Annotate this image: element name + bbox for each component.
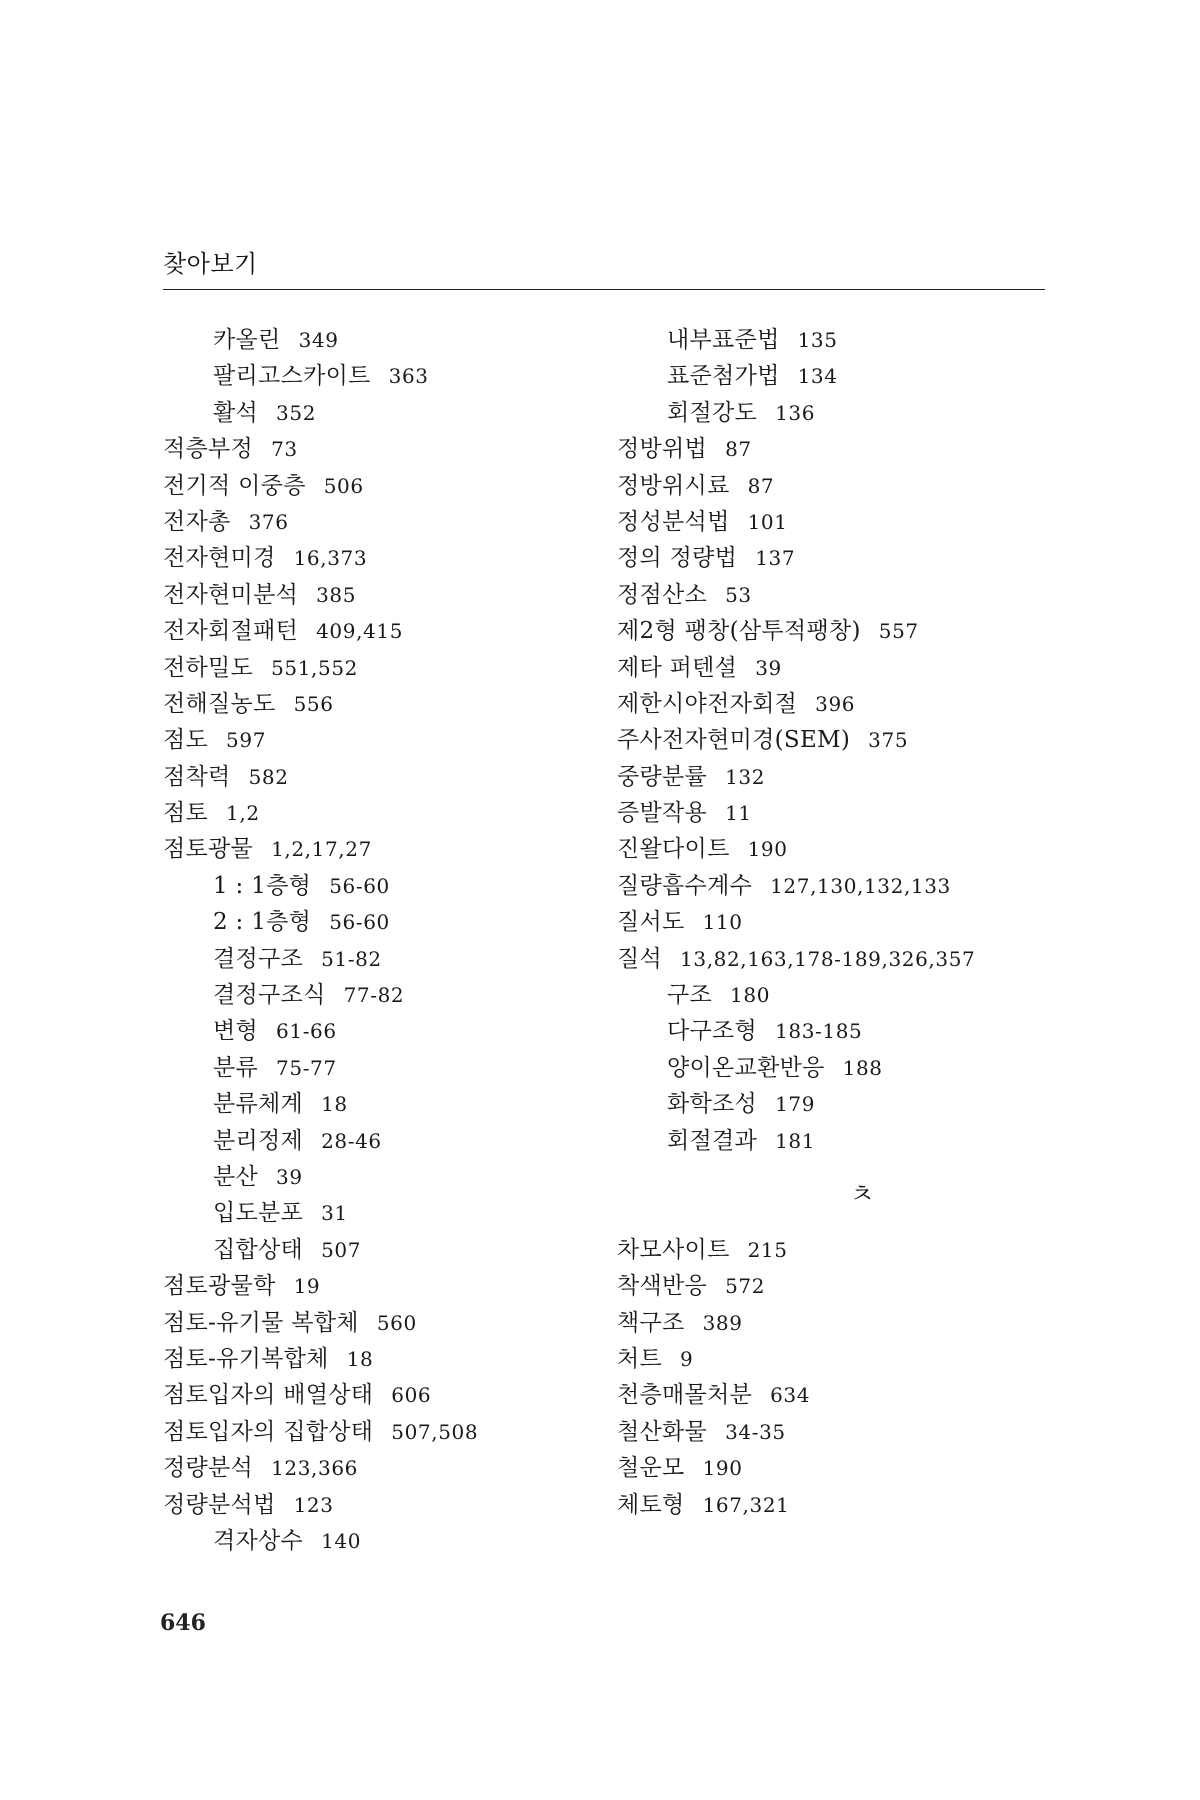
index-entry: [163, 1341, 593, 1377]
index-term: 카올린: [213, 327, 281, 353]
index-pages: 551,552: [271, 655, 358, 680]
index-term: 활석: [213, 399, 259, 426]
index-entry: [617, 1305, 1067, 1341]
index-term: 회절결과: [667, 1127, 758, 1154]
index-subentry: [163, 977, 593, 1013]
index-term: 구조: [667, 982, 713, 1009]
index-term: 점토-유기물 복합체: [163, 1309, 359, 1336]
index-term: 팔리고스카이트: [213, 363, 371, 390]
index-term: 점도: [163, 727, 209, 754]
index-pages: 506: [323, 473, 364, 498]
index-pages: 215: [747, 1237, 788, 1262]
index-term: 결정구조식: [213, 982, 326, 1009]
index-pages: 75-77: [276, 1055, 337, 1080]
index-subentry: [163, 322, 593, 358]
index-entry: [617, 1487, 1067, 1523]
index-pages: 190: [747, 837, 788, 862]
index-pages: 137: [755, 546, 796, 571]
index-subentry: [617, 1086, 1067, 1122]
index-pages: 110: [702, 910, 743, 935]
index-term: 전자현미분석: [163, 581, 299, 608]
index-pages: 188: [842, 1055, 883, 1080]
index-pages: 61-66: [276, 1019, 337, 1044]
index-entry: [617, 1232, 1067, 1268]
index-term: 차모사이트: [617, 1236, 730, 1263]
index-pages: 9: [680, 1346, 694, 1371]
index-entry: [617, 1414, 1067, 1450]
index-entry: [617, 1341, 1067, 1377]
index-pages: 349: [298, 328, 339, 352]
index-term: 제타 퍼텐셜: [617, 654, 738, 681]
index-entry: [617, 686, 1067, 722]
index-subentry: [163, 868, 593, 904]
index-term: 질서도: [617, 909, 685, 936]
index-term: 질석: [617, 945, 663, 972]
index-term: 정의 정량법: [617, 545, 738, 572]
index-pages: 132: [725, 764, 766, 789]
index-entry: [163, 431, 593, 467]
index-entry: [163, 577, 593, 613]
index-pages: 28-46: [321, 1128, 382, 1153]
index-entry: [163, 613, 593, 649]
index-pages: 179: [775, 1092, 816, 1117]
index-pages: 396: [815, 691, 856, 716]
index-term: 진왈다이트: [617, 836, 730, 863]
index-entry: [163, 759, 593, 795]
index-entry: [617, 613, 1067, 649]
index-subentry: [617, 977, 1067, 1013]
index-entry: [617, 904, 1067, 940]
index-entry: [163, 1305, 593, 1341]
index-subentry: [163, 1013, 593, 1049]
index-pages: 31: [321, 1201, 348, 1226]
index-subentry: [163, 941, 593, 977]
index-subentry: [617, 358, 1067, 394]
index-entry: [163, 722, 593, 758]
index-pages: 385: [316, 582, 357, 607]
index-term: 결정구조: [213, 945, 304, 972]
index-entry: [163, 831, 593, 867]
index-subentry: [617, 395, 1067, 431]
index-entry: [617, 759, 1067, 795]
index-entry: [617, 468, 1067, 504]
index-entry: [163, 795, 593, 831]
index-term: 착색반응: [617, 1273, 708, 1300]
index-entry: [617, 540, 1067, 576]
index-entry: [163, 1450, 593, 1486]
index-pages: 183-185: [775, 1019, 863, 1044]
index-pages: 135: [797, 328, 838, 352]
index-term: 처트: [617, 1345, 663, 1372]
index-term: 점토광물: [163, 836, 254, 863]
index-entry: [163, 1377, 593, 1413]
index-term: 질량흡수계수: [617, 872, 753, 899]
index-pages: 572: [725, 1274, 766, 1299]
index-term: 점토입자의 집합상태: [163, 1418, 374, 1445]
index-pages: 181: [775, 1128, 816, 1153]
index-term: 전해질농도: [163, 690, 276, 717]
index-entry: [163, 504, 593, 540]
index-term: 체토형: [617, 1491, 685, 1518]
index-pages: 123,366: [271, 1456, 358, 1481]
index-term: 철운모: [617, 1455, 685, 1482]
index-pages: 557: [878, 619, 919, 644]
index-pages: 560: [376, 1310, 417, 1335]
index-group-jieut: [617, 322, 1067, 1159]
index-pages: 352: [276, 400, 317, 425]
index-pages: 190: [702, 1456, 743, 1481]
index-term: 정성분석법: [617, 508, 730, 535]
index-entry: [617, 504, 1067, 540]
index-term: 다구조형: [667, 1018, 758, 1045]
index-pages: 134: [797, 364, 838, 389]
index-pages: 167,321: [702, 1492, 790, 1517]
index-pages: 363: [388, 364, 429, 389]
index-pages: 19: [293, 1274, 321, 1299]
index-entry: [163, 686, 593, 722]
index-term: 정량분석: [163, 1455, 254, 1482]
index-entry: [617, 831, 1067, 867]
index-term: 전하밀도: [163, 654, 254, 681]
index-term: 책구조: [617, 1309, 685, 1336]
index-term: 전자총: [163, 508, 231, 535]
index-subentry: [163, 1523, 593, 1559]
index-entry: [617, 941, 1067, 977]
index-term: 분류체계: [213, 1091, 304, 1118]
index-entry: [617, 1268, 1067, 1304]
index-term: 제한시야전자회절: [617, 690, 798, 717]
index-entry: [163, 468, 593, 504]
index-term: 중량분률: [617, 763, 708, 790]
index-subentry: [163, 1232, 593, 1268]
index-entry: [163, 1414, 593, 1450]
index-pages: 53: [725, 582, 752, 607]
index-term: 회절강도: [667, 399, 758, 426]
index-term: 제2형 팽창(삼투적팽창): [617, 618, 861, 645]
index-subentry: [163, 1086, 593, 1122]
index-pages: 597: [226, 728, 267, 753]
index-pages: 127,130,132,133: [770, 873, 951, 898]
index-entry: [617, 431, 1067, 467]
index-subentry: [617, 322, 1067, 358]
index-pages: 51-82: [321, 946, 382, 971]
index-term: 점토광물학: [163, 1273, 276, 1300]
index-term: 집합상태: [213, 1236, 304, 1263]
index-entry: [163, 1268, 593, 1304]
index-subentry: [163, 1159, 593, 1195]
index-pages: 18: [346, 1346, 374, 1371]
index-term: 증발작용: [617, 800, 708, 827]
index-pages: 77-82: [343, 983, 405, 1008]
index-pages: 375: [868, 728, 909, 753]
index-subentry: [163, 904, 593, 940]
index-pages: 56-60: [329, 873, 390, 898]
index-entry: [163, 540, 593, 576]
index-column-right: [617, 322, 1067, 1523]
index-pages: 409,415: [316, 619, 404, 644]
index-term: 정점산소: [617, 581, 708, 608]
index-subentry: [163, 1195, 593, 1231]
index-pages: 73: [271, 437, 298, 462]
index-term: 분산: [213, 1163, 259, 1190]
index-term: 표준첨가법: [667, 363, 780, 390]
index-term: 점토: [163, 800, 209, 827]
index-subentry: [617, 1123, 1067, 1159]
index-term: 격자상수: [213, 1527, 304, 1554]
index-term: 정방위법: [617, 436, 708, 463]
index-subentry: [163, 395, 593, 431]
index-pages: 507: [321, 1237, 362, 1262]
index-term: 정방위시료: [617, 472, 730, 499]
index-term: 정량분석법: [163, 1491, 276, 1518]
index-pages: 556: [293, 691, 334, 716]
index-pages: 39: [276, 1164, 303, 1189]
index-pages: 18: [321, 1092, 348, 1117]
page-number: 646: [160, 1610, 206, 1636]
index-pages: 582: [248, 764, 289, 789]
index-pages: 376: [248, 509, 289, 534]
index-term: 분리정제: [213, 1127, 304, 1154]
index-term: 분류: [213, 1054, 259, 1081]
index-pages: 39: [755, 655, 782, 680]
index-pages: 1,2,17,27: [271, 837, 372, 862]
index-entry: [163, 1487, 593, 1523]
index-term: 점토입자의 배열상태: [163, 1382, 374, 1409]
index-subentry: [163, 1050, 593, 1086]
index-pages: 11: [725, 801, 752, 826]
index-pages: 1,2: [226, 801, 260, 826]
index-term: 2 : 1층형: [213, 909, 312, 936]
index-column-left: [163, 322, 593, 1559]
index-term: 1 : 1층형: [213, 872, 312, 899]
index-term: 점토-유기복합체: [163, 1345, 329, 1372]
index-term: 전자회절패턴: [163, 618, 299, 645]
index-entry: [163, 650, 593, 686]
index-term: 변형: [213, 1018, 259, 1045]
index-pages: 180: [730, 983, 771, 1008]
index-entry: [617, 722, 1067, 758]
index-pages: 389: [702, 1310, 743, 1335]
index-subentry: [163, 1123, 593, 1159]
index-pages: 123: [293, 1492, 334, 1517]
index-pages: 140: [321, 1528, 362, 1553]
index-term: 내부표준법: [667, 327, 780, 353]
index-term: 적층부정: [163, 436, 254, 463]
index-entry: [617, 577, 1067, 613]
index-pages: 56-60: [329, 910, 390, 935]
index-term: 입도분포: [213, 1200, 304, 1227]
index-pages: 634: [770, 1383, 811, 1408]
index-term: 철산화물: [617, 1418, 708, 1445]
index-pages: 87: [725, 437, 752, 462]
index-group-chieut: [617, 1232, 1067, 1523]
index-subentry: [617, 1050, 1067, 1086]
index-term: 전자현미경: [163, 545, 276, 572]
index-subentry: [617, 1013, 1067, 1049]
index-pages: 87: [747, 473, 775, 498]
index-entry: [617, 868, 1067, 904]
index-entry: [617, 795, 1067, 831]
page-header: [163, 243, 1045, 290]
index-pages: 101: [747, 509, 788, 534]
index-term: 점착력: [163, 763, 231, 790]
index-term: 주사전자현미경(SEM): [617, 727, 851, 754]
index-pages: 13,82,163,178-189,326,357: [680, 946, 976, 971]
index-pages: 34-35: [725, 1419, 786, 1444]
index-entry: [617, 650, 1067, 686]
index-pages: 507,508: [391, 1419, 479, 1444]
index-term: 화학조성: [667, 1091, 758, 1118]
index-term: 전기적 이중층: [163, 472, 306, 499]
index-term: 양이온교환반응: [667, 1054, 825, 1081]
index-subentry: [163, 358, 593, 394]
index-pages: 16,373: [293, 546, 368, 571]
page-title: 찾아보기: [163, 250, 258, 278]
index-pages: 606: [391, 1383, 432, 1408]
section-letter-chieut: ㅊ: [849, 1179, 875, 1210]
index-entry: [617, 1377, 1067, 1413]
index-term: 천층매몰처분: [617, 1382, 753, 1409]
index-pages: 136: [775, 400, 816, 425]
index-entry: [617, 1450, 1067, 1486]
